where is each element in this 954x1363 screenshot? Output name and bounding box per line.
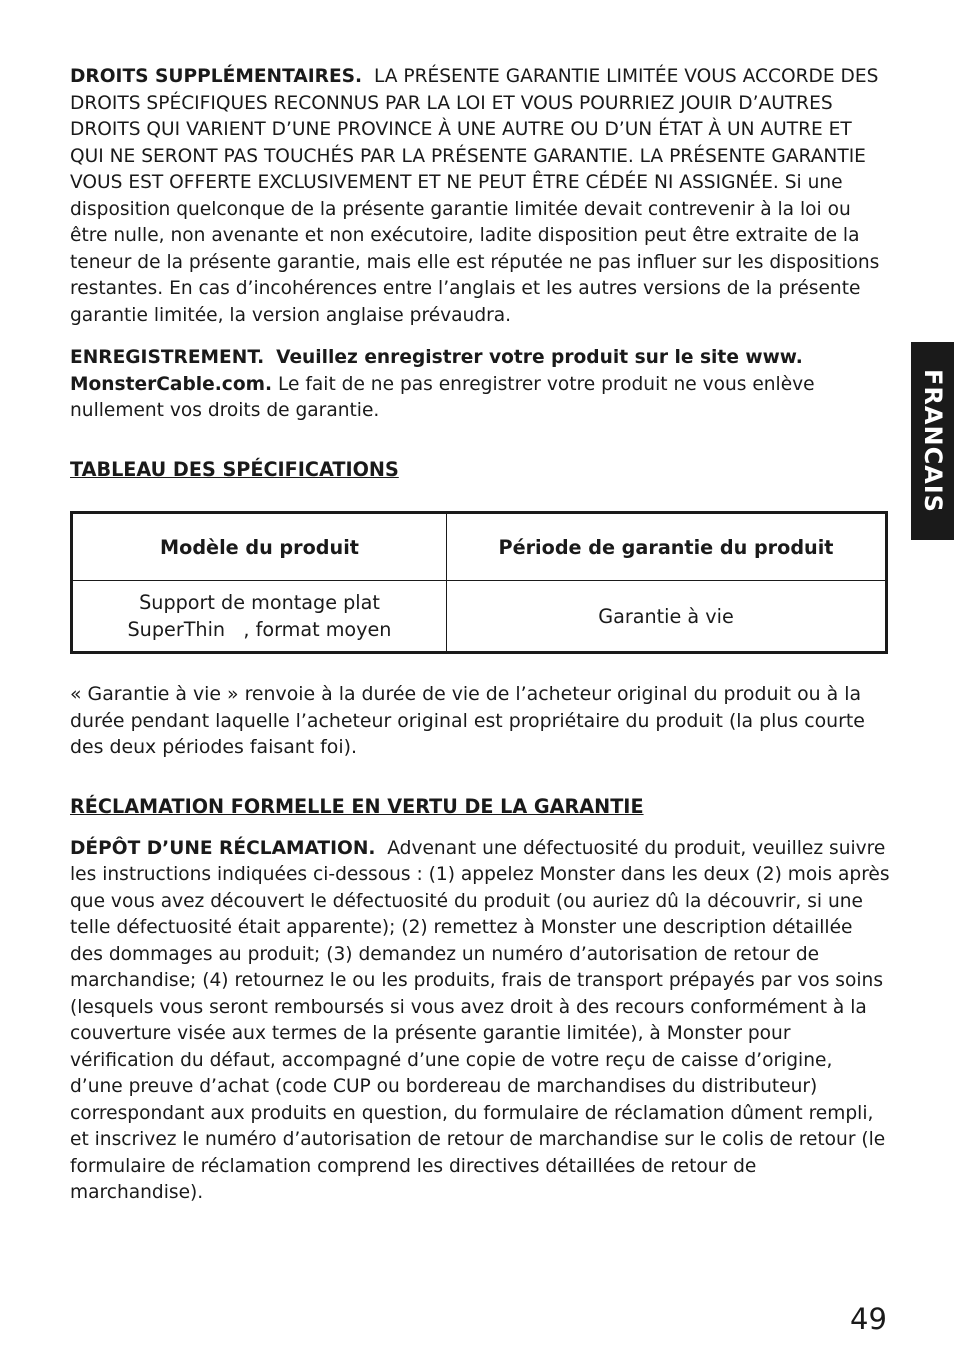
cell-period: Garantie à vie — [447, 581, 887, 653]
model-line1: Support de montage plat — [139, 591, 380, 614]
tableau-heading: TABLEAU DES SPÉCIFICATIONS — [70, 457, 399, 481]
language-side-tab — [911, 342, 954, 540]
garantie-note: « Garantie à vie » renvoie à la durée de vie de l’acheteur original du produit ou à la durée pendant laquelle l’acheteur original est propriétaire du produit (la plus courte des deux périodes faisant foi). — [70, 683, 865, 758]
specifications-table — [70, 511, 888, 654]
lower-content — [70, 681, 890, 1207]
enregistrement-lead-text: Veuillez enregistrer votre produit sur le site www. MonsterCable.com. — [70, 347, 803, 395]
droits-lead: DROITS SUPPLÉMENTAIRES. — [70, 66, 363, 87]
cell-model — [72, 581, 447, 653]
droits-paragraph — [70, 64, 890, 329]
model-line2: SuperThin — [127, 618, 226, 641]
header-model: Modèle du produit — [72, 513, 447, 581]
header-period: Période de garantie du produit — [447, 513, 887, 581]
side-tab-label: FRANCAIS — [918, 369, 947, 513]
reclamation-lead: DÉPÔT D’UNE RÉCLAMATION. — [70, 837, 376, 859]
enregistrement-lead: ENREGISTREMENT. — [70, 347, 265, 368]
model-line3: , format moyen — [243, 618, 392, 641]
enregistrement-paragraph — [70, 345, 890, 425]
droits-text: LA PRÉSENTE GARANTIE LIMITÉE VOUS ACCORDE DES DROITS SPÉCIFIQUES RECONNUS PAR LA LOI ET VOUS POURRIEZ JOUIR D’AUTRES DROITS QUI VARIENT D’UNE PROVINCE À UNE AUTRE OU D’UN ÉTAT À UN AUTRE ET QUI NE SERONT PAS TOUCHÉS PAR LA PRÉSENTE GARANTIE. LA PRÉSENTE GARANTIE VOUS EST OFFERTE EXCLUSIVEMENT ET NE PEUT ÊTRE CÉDÉE NI ASSIGNÉE. Si une disposition quelconque de la présente garantie limitée devait contrevenir à la loi ou être nulle, non avenante et non exécutoire, ladite disposition peut être extraite de la teneur de la présente garantie, mais elle est réputée ne pas influer sur les dispositions restantes. En cas d’incohérences entre l’anglais et les autres versions de la présente garantie limitée, la version anglaise prévaudra. — [70, 66, 880, 326]
page-content — [70, 64, 890, 483]
page-number: 49 — [850, 1302, 887, 1336]
reclamation-paragraph — [70, 836, 890, 1207]
reclamation-text: Advenant une défectuosité du produit, veuillez suivre les instructions indiquées ci-dessous : (1) appelez Monster dans les deux (2) mois après que vous avez découvert le défectuosité du produit (ou auriez dû la découvrir, si une telle défectuosité était apparente); (2) remettez à Monster une description détaillée des dommages au produit; (3) demandez un numéro d’autorisation de retour de marchandise; (4) retournez le ou les produits, frais de transport prépayés par vos soins (lesquels vous seront remboursés si vous avez droit à des recours conformément à la couverture visée aux termes de la présente garantie limitée), à Monster pour vérification du défaut, accompagné d’une copie de votre reçu de caisse d’origine, d’une preuve d’achat (code CUP ou bordereau de marchandises du distributeur) correspondant aux produits en question, du formulaire de réclamation dûment rempli, et inscrivez le numéro d’autorisation de retour de marchandise sur le colis de retour (le formulaire de réclamation comprend les directives détaillées de retour de marchandise). — [70, 837, 890, 1203]
enregistrement-text: Le fait de ne pas enregistrer votre produit ne vous enlève nullement vos droits de garantie. — [70, 373, 815, 421]
reclamation-heading: RÉCLAMATION FORMELLE EN VERTU DE LA GARANTIE — [70, 794, 644, 818]
table-row — [72, 581, 887, 653]
table-header-row — [72, 513, 887, 581]
